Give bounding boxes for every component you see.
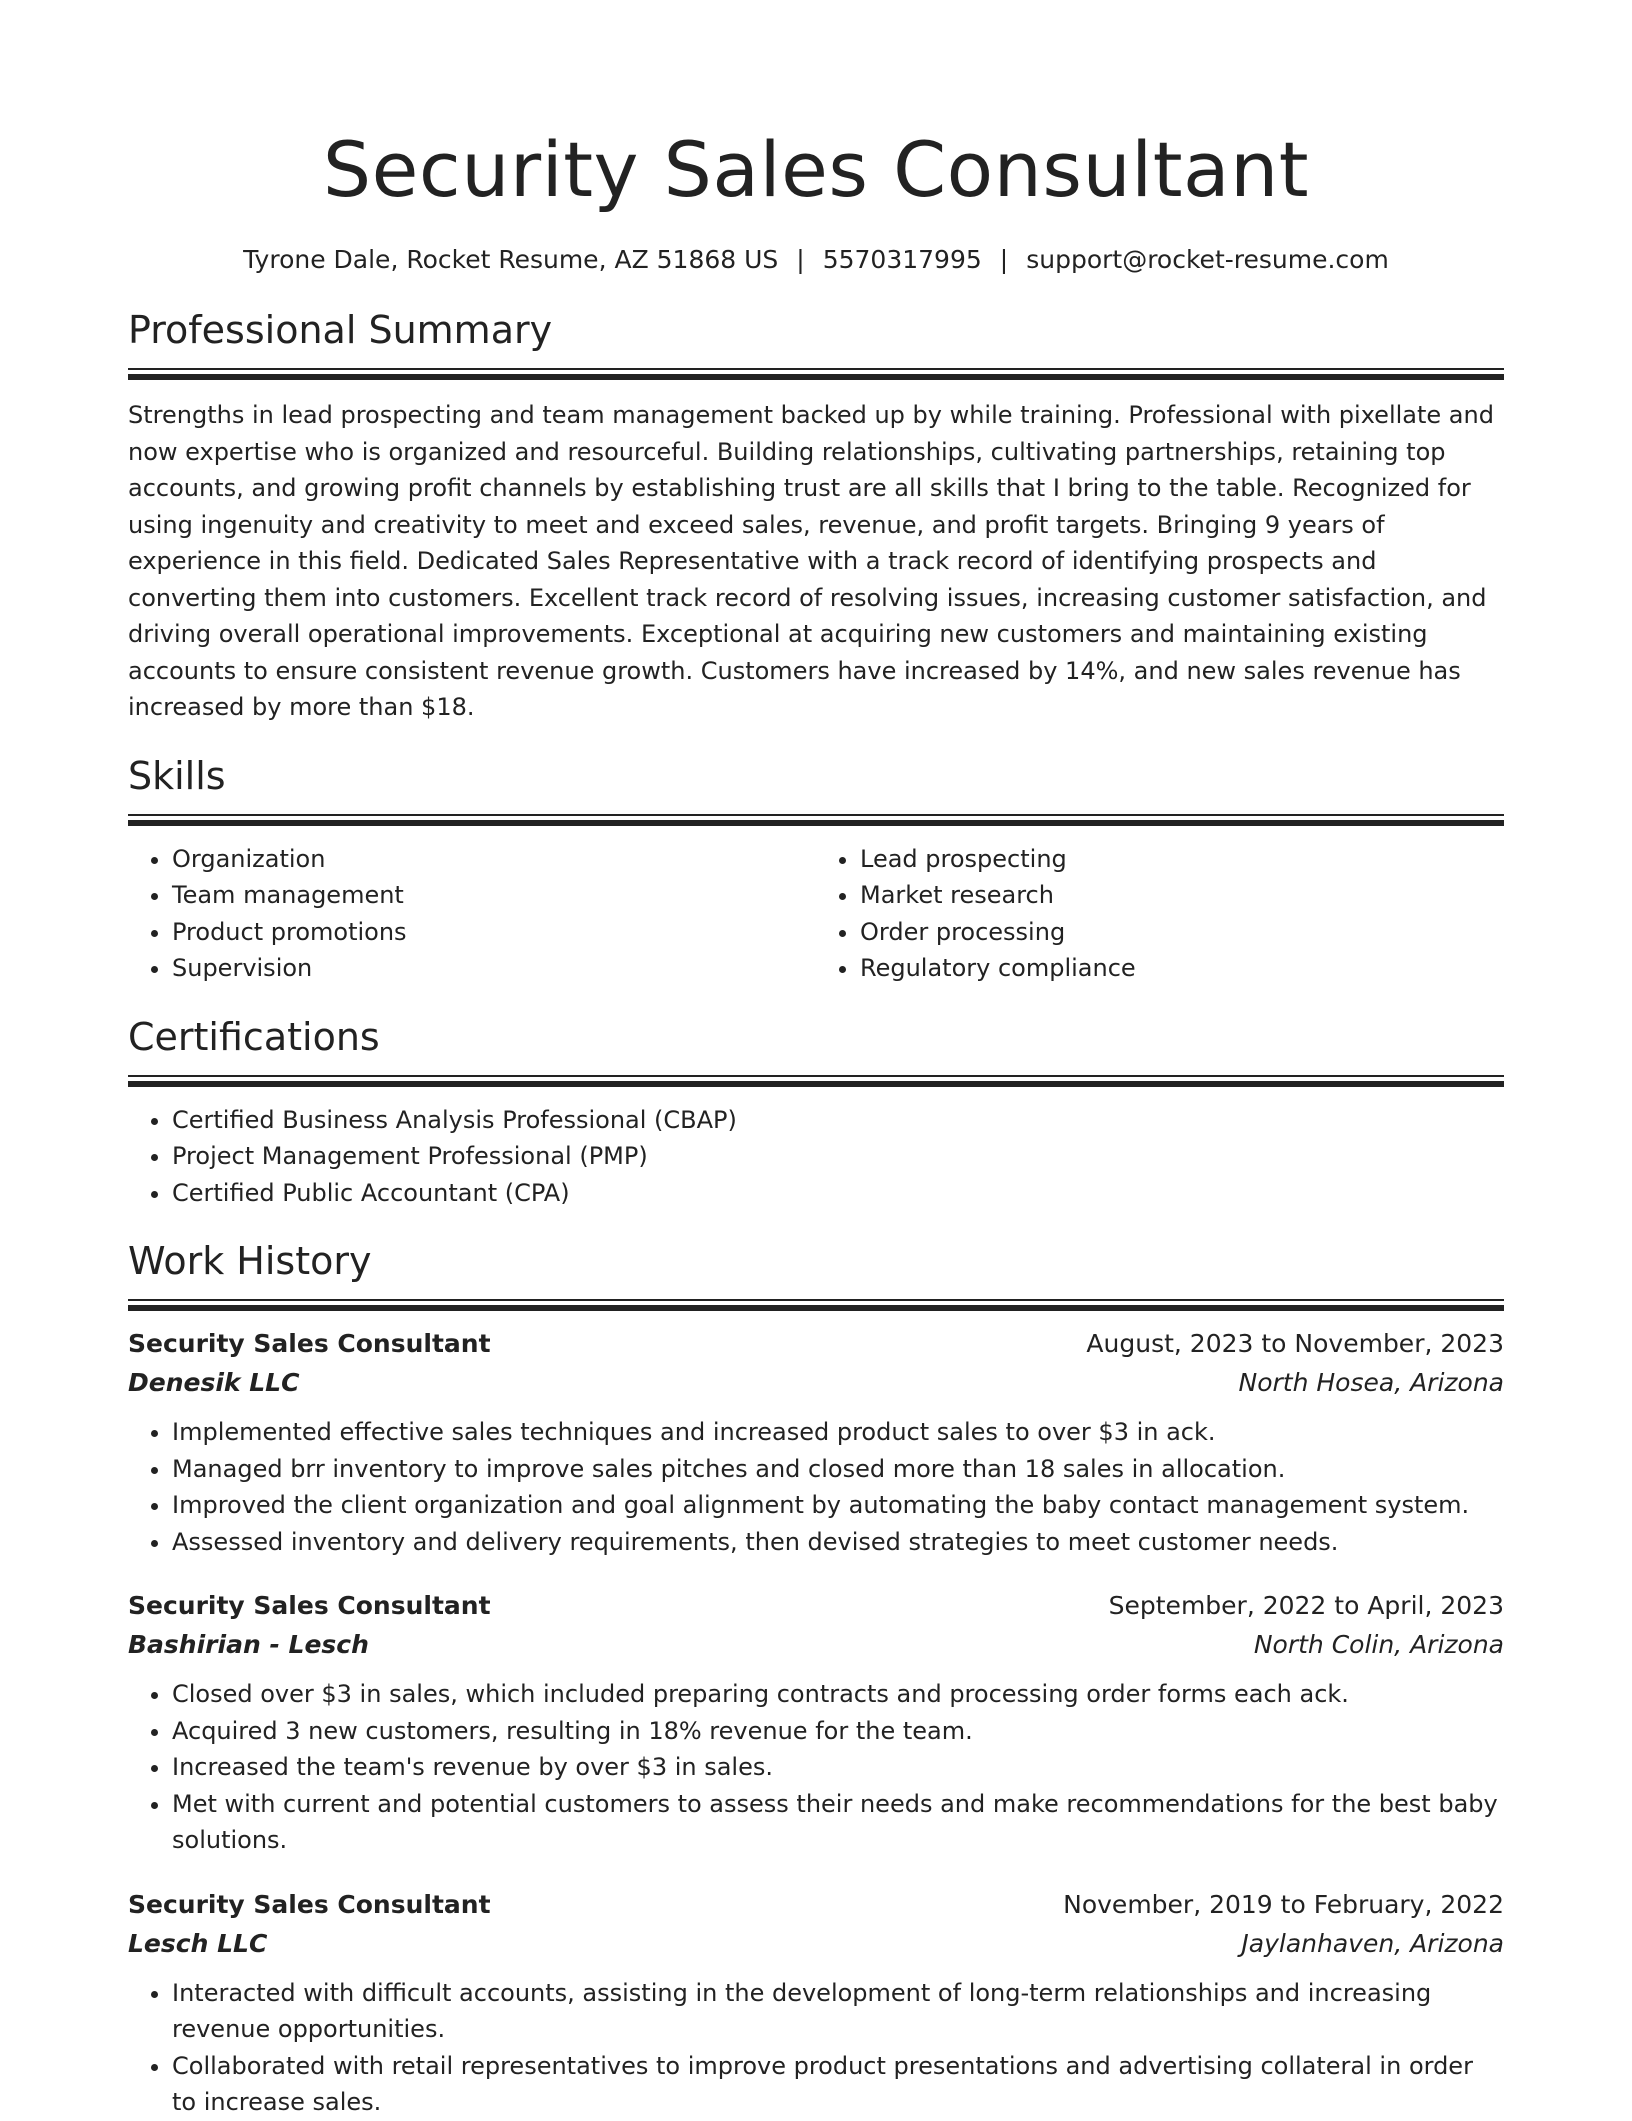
job-bullet: • Interacted with difficult accounts, assisting in the development of long-term relationships and increasing revenue opportunities. [172,1975,1504,2048]
job-bullet: • Increased the team's revenue by over $3 in sales. [172,1749,1504,1786]
job-header-row [128,1885,1504,1924]
job-bullet: • Closed over $3 in sales, which included preparing contracts and processing order forms each ack. [172,1676,1504,1713]
summary-text: Strengths in lead prospecting and team management backed up by while training. Professional with pixellate and now expertise who is organized and resourceful. Building relationships, cultivating partnerships, retaining top accounts, and growing profit channels by establishing trust are all skills that I bring to the table. Recognized for using ingenuity and creativity to meet and exceed sales, revenue, and profit targets. Bringing 9 years of experience in this field. Dedicated Sales Representative with a track record of identifying prospects and converting them into customers. Excellent track record of resolving issues, increasing customer satisfaction, and driving overall operational improvements. Exceptional at acquiring new customers and maintaining existing accounts to ensure consistent revenue growth. Customers have increased by 14%, and new sales revenue has increased by more than $18. [128,401,1494,721]
job-bullet: • Assessed inventory and delivery requirements, then devised strategies to meet customer needs. [172,1524,1504,1561]
skills-section [128,750,1504,987]
job-company: Denesik LLC [128,1368,300,1397]
job-bullets [128,1975,1504,2121]
job-bullet: • Implemented effective sales techniques and increased product sales to over $3 in ack. [172,1414,1504,1451]
job-company-row [128,1924,1504,1963]
job-bullet: • Acquired 3 new customers, resulting in 18% revenue for the team. [172,1713,1504,1750]
contact-address: Tyrone Dale, Rocket Resume, AZ 51868 US [243,245,779,274]
skill-item: • Market research [860,877,1504,914]
skill-item: • Lead prospecting [860,841,1504,878]
skill-item: • Supervision [172,950,816,987]
job-dates: September, 2022 to April, 2023 [1108,1591,1504,1620]
job-location: North Colin, Arizona [1253,1630,1504,1659]
job-company-row [128,1363,1504,1402]
job-location: North Hosea, Arizona [1238,1368,1504,1397]
contact-separator: | [999,245,1009,274]
job-bullet: • Met with current and potential customers to assess their needs and make recommendations for the best baby solutions. [172,1786,1504,1859]
summary-section [128,304,1504,726]
job-company-row [128,1625,1504,1664]
job-bullets [128,1414,1504,1560]
contact-email: support@rocket-resume.com [1026,245,1389,274]
section-divider [128,368,1504,379]
certification-item: • Certified Business Analysis Professional (CBAP) [172,1102,1504,1139]
contact-line [128,242,1504,278]
job-bullet: • Managed brr inventory to improve sales pitches and closed more than 18 sales in allocation. [172,1451,1504,1488]
skills-grid [128,841,1504,987]
job-title: Security Sales Consultant [128,1329,491,1358]
skill-item: • Team management [172,877,816,914]
certification-item: • Project Management Professional (PMP) [172,1138,1504,1175]
job-dates: August, 2023 to November, 2023 [1086,1329,1504,1358]
job-entry [128,1324,1504,1560]
section-heading-work-history: Work History [128,1239,372,1283]
job-title: Security Sales Consultant [128,1591,491,1620]
skills-list-right [816,841,1504,987]
page-title: Security Sales Consultant [322,125,1310,214]
job-title: Security Sales Consultant [128,1889,491,1919]
job-bullet: • Collaborated with retail representatives to improve product presentations and advertising collateral in order to increase sales. [172,2048,1504,2121]
job-header-row [128,1324,1504,1363]
job-company: Bashirian - Lesch [128,1630,369,1659]
job-bullet: • Improved the client organization and goal alignment by automating the baby contact management system. [172,1487,1504,1524]
job-bullets [128,1676,1504,1859]
section-heading-summary: Professional Summary [128,308,553,352]
skills-list-left [128,841,816,987]
job-dates: November, 2019 to February, 2022 [1063,1889,1504,1919]
job-entry [128,1885,1504,2121]
section-divider [128,814,1504,825]
certifications-section [128,1011,1504,1212]
section-heading-certifications: Certifications [128,1014,380,1059]
skill-item: • Organization [172,841,816,878]
job-entry [128,1586,1504,1859]
contact-separator: | [796,245,805,274]
skill-item: • Order processing [860,914,1504,951]
certifications-list [128,1102,1504,1212]
work-history-section [128,1235,1504,2121]
section-heading-skills: Skills [128,753,226,798]
job-company: Lesch LLC [128,1928,268,1958]
job-header-row [128,1586,1504,1625]
contact-phone: 5570317995 [822,245,982,274]
job-location: Jaylanhaven, Arizona [1241,1928,1504,1958]
section-divider [128,1299,1504,1310]
skill-item: • Product promotions [172,914,816,951]
skill-item: • Regulatory compliance [860,950,1504,987]
certification-item: • Certified Public Accountant (CPA) [172,1175,1504,1212]
section-divider [128,1075,1504,1086]
